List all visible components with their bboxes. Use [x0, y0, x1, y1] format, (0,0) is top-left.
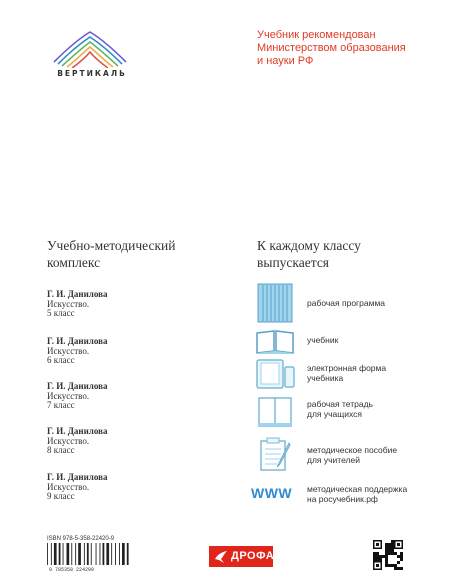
book-entry [47, 427, 107, 456]
component-label-line: рабочая тетрадь [307, 399, 373, 409]
book-author: Г. И. Данилова [47, 336, 108, 346]
component-label-line: методическая поддержка [307, 484, 408, 494]
class-heading-line: выпускается [257, 255, 330, 270]
component-label [307, 335, 338, 345]
book-grade: 8 класс [47, 445, 75, 455]
qr-code-icon [373, 540, 403, 570]
book-subject: Искусство. [47, 345, 90, 356]
book-entry [47, 290, 107, 319]
class-heading [257, 237, 361, 271]
barcode-icon [45, 543, 135, 569]
isbn-label: ISBN 978-5-358-22420-9 [47, 536, 115, 542]
book-subject: Искусство. [47, 298, 90, 309]
component-label-line: для учителей [307, 455, 360, 465]
component-label-line: на росучебник.рф [307, 494, 378, 504]
book-author: Г. И. Данилова [47, 289, 108, 299]
complex-heading [47, 237, 176, 271]
book-grade: 6 класс [47, 355, 75, 365]
book-subject: Искусство. [47, 481, 90, 492]
complex-heading-line: комплекс [47, 255, 101, 270]
recommendation-note [257, 29, 437, 68]
book-entry [47, 337, 107, 366]
notepad-pencil-icon [255, 437, 295, 471]
component-label-line: рабочая программа [307, 298, 386, 308]
book-grade: 7 класс [47, 400, 75, 410]
workbook-icon [255, 397, 295, 427]
recommendation-line: Учебник рекомендован [257, 29, 376, 41]
tablet-device-icon [255, 359, 295, 389]
barcode-digits: 9 785358 224209 [49, 567, 95, 573]
component-label [307, 399, 373, 419]
book-grade: 9 класс [47, 491, 75, 501]
bird-logo-icon [214, 549, 228, 564]
www-text-icon: WWW [251, 485, 293, 501]
component-label-line: электронная форма [307, 363, 387, 373]
component-label [307, 484, 407, 504]
ruled-binder-icon [255, 283, 295, 323]
component-label [307, 298, 385, 308]
component-label-line: методическое пособие [307, 445, 398, 455]
publisher-name: ДРОФА [231, 550, 275, 562]
complex-heading-line: Учебно-методический [47, 238, 176, 253]
book-entry [47, 382, 107, 411]
component-label-line: для учащихся [307, 409, 363, 419]
book-grade: 5 класс [47, 308, 75, 318]
publisher-badge [209, 546, 273, 567]
book-entry [47, 473, 107, 502]
vertical-arcs-logo-icon [50, 28, 130, 68]
component-label-line: учебника [307, 373, 344, 383]
component-label-line: учебник [307, 335, 339, 345]
book-subject: Искусство. [47, 390, 90, 401]
component-label [307, 363, 386, 383]
book-subject: Искусство. [47, 435, 90, 446]
open-book-icon [255, 327, 295, 355]
book-author: Г. И. Данилова [47, 426, 108, 436]
class-heading-line: К каждому классу [257, 238, 361, 253]
component-label [307, 445, 397, 465]
book-author: Г. И. Данилова [47, 381, 108, 391]
publisher-logo-text: ВЕРТИКАЛЬ [57, 69, 127, 78]
recommendation-line: и науки РФ [257, 55, 314, 67]
recommendation-line: Министерством образования [257, 42, 406, 54]
book-author: Г. И. Данилова [47, 472, 108, 482]
